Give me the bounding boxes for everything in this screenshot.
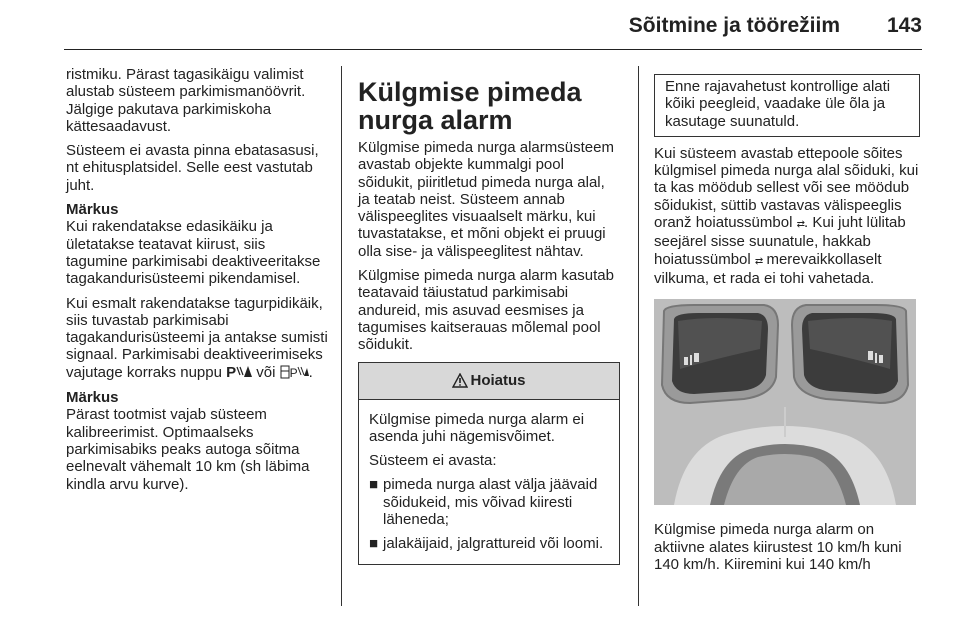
column-1	[66, 66, 328, 500]
column-2	[358, 78, 620, 565]
warning-list	[369, 476, 609, 552]
paragraph: Külgmise pimeda nurga alarm on aktiivne alates kiirustest 10 km/h kuni 140 km/h. Kiiremini kui 140 km/h	[654, 521, 902, 573]
list-item: ■ pimeda nurga alast välja jäävaid sõidukeid, mis võivad kiiresti läheneda;	[369, 476, 598, 529]
paragraph: Külgmise pimeda nurga alarm ei asenda juhi nägemisvõimet.	[369, 410, 585, 445]
warning-title: Hoiatus	[470, 371, 526, 389]
notice-text: Enne rajavahetust kontrollige alati kõiki peegleid, vaadake üle õla ja kasutage suunatuld.	[665, 78, 891, 130]
paragraph: Kui rakendatakse edasikäiku ja ületatakse teatavat kiirust, siis tagumine parkimisabi deaktiveeritakse tagakandurisüsteemi pikendamisel.	[66, 218, 321, 288]
park-assist-off-icon: P	[280, 365, 309, 380]
note-label: Märkus	[66, 389, 119, 407]
header-rule	[64, 49, 922, 50]
page-header	[0, 0, 960, 50]
chapter-title: Sõitmine ja töörežiim	[628, 14, 840, 37]
warning-box	[358, 362, 620, 565]
section-heading: Külgmise pimeda nurga alarm	[358, 77, 582, 135]
note-label: Märkus	[66, 201, 119, 219]
paragraph: Kui süsteem avastab ettepoole sõites külgmisel pimeda nurga alal sõiduki, kui ta kas möödub sellest või see möödub sõidukist, süttib vastavas välispeeglis oranž hoiatussümbol ⇄. Kui juht lülitab seejärel sisse suunatule, hakkab hoiatussümbol ⇄ merevaikkollaselt vilkuma, et rada ei tohi vahetada.	[654, 144, 919, 287]
or-text: või	[256, 363, 276, 381]
paragraph-text: Kui esmalt rakendatakse tagurpidikäik, siis tuvastab parkimisabi tagakandurisüsteemi ja antakse sumisti signaal. Parkimisabi deaktiveerimiseks vajutage korraks nuppu	[66, 294, 328, 381]
column-divider-1	[341, 66, 342, 606]
paragraph: ristmiku. Pärast tagasikäigu valimist alustab süsteem parkimismanöövrit. Jälgige pakutava parkimiskoha kättesaadavust.	[66, 66, 306, 135]
warning-body	[359, 400, 619, 564]
paragraph: Süsteem ei avasta pinna ebatasasusi, nt ehitusplatsidel. Selle eest vastutab juht.	[66, 142, 319, 194]
blind-spot-warning-icon: ⇄	[754, 255, 763, 267]
column-3	[654, 72, 920, 580]
paragraph: Külgmise pimeda nurga alarmsüsteem avastab objekte kummalgi pool sõidukit, piiritletud pimeda nurga alal, ja teatab neist. Süsteem annab välispeeglites visuaalselt märku, kui tuvastatakse, et mõni objekt ei pruugi olla sise- ja välispeeglitest nähtav.	[358, 139, 614, 260]
paragraph: Süsteem ei avasta:	[369, 452, 497, 470]
mirror-photo	[654, 299, 916, 505]
paragraph: Külgmise pimeda nurga alarm kasutab teatavaid täiustatud parkimisabi andureid, mis asuvad eesmises ja tagumises kaitserauas mõlemal pool sõidukit.	[358, 267, 614, 354]
warning-header	[359, 363, 619, 400]
page-number: 143	[886, 14, 922, 37]
list-item: ■ jalakäijaid, jalgrattureid või loomi.	[369, 535, 604, 553]
notice-box	[654, 74, 920, 137]
column-divider-2	[638, 66, 639, 606]
blind-spot-warning-icon: ⇄	[796, 219, 804, 231]
paragraph: Pärast tootmist vajab süsteem kalibreerimist. Optimaalseks parkimisabiks peaks autoga sõitma eelnevalt vähemalt 10 km (sh läbima kindla arvu kurve).	[66, 406, 310, 493]
park-assist-button-icon: P	[226, 364, 252, 381]
paragraph: Kui esmalt rakendatakse tagurpidikäik, siis tuvastab parkimisabi tagakandurisüsteemi ja antakse sumisti signaal. Parkimisabi deaktiveerimiseks vajutage korraks nuppu P või P .	[66, 294, 328, 381]
warning-triangle-icon	[452, 373, 468, 388]
